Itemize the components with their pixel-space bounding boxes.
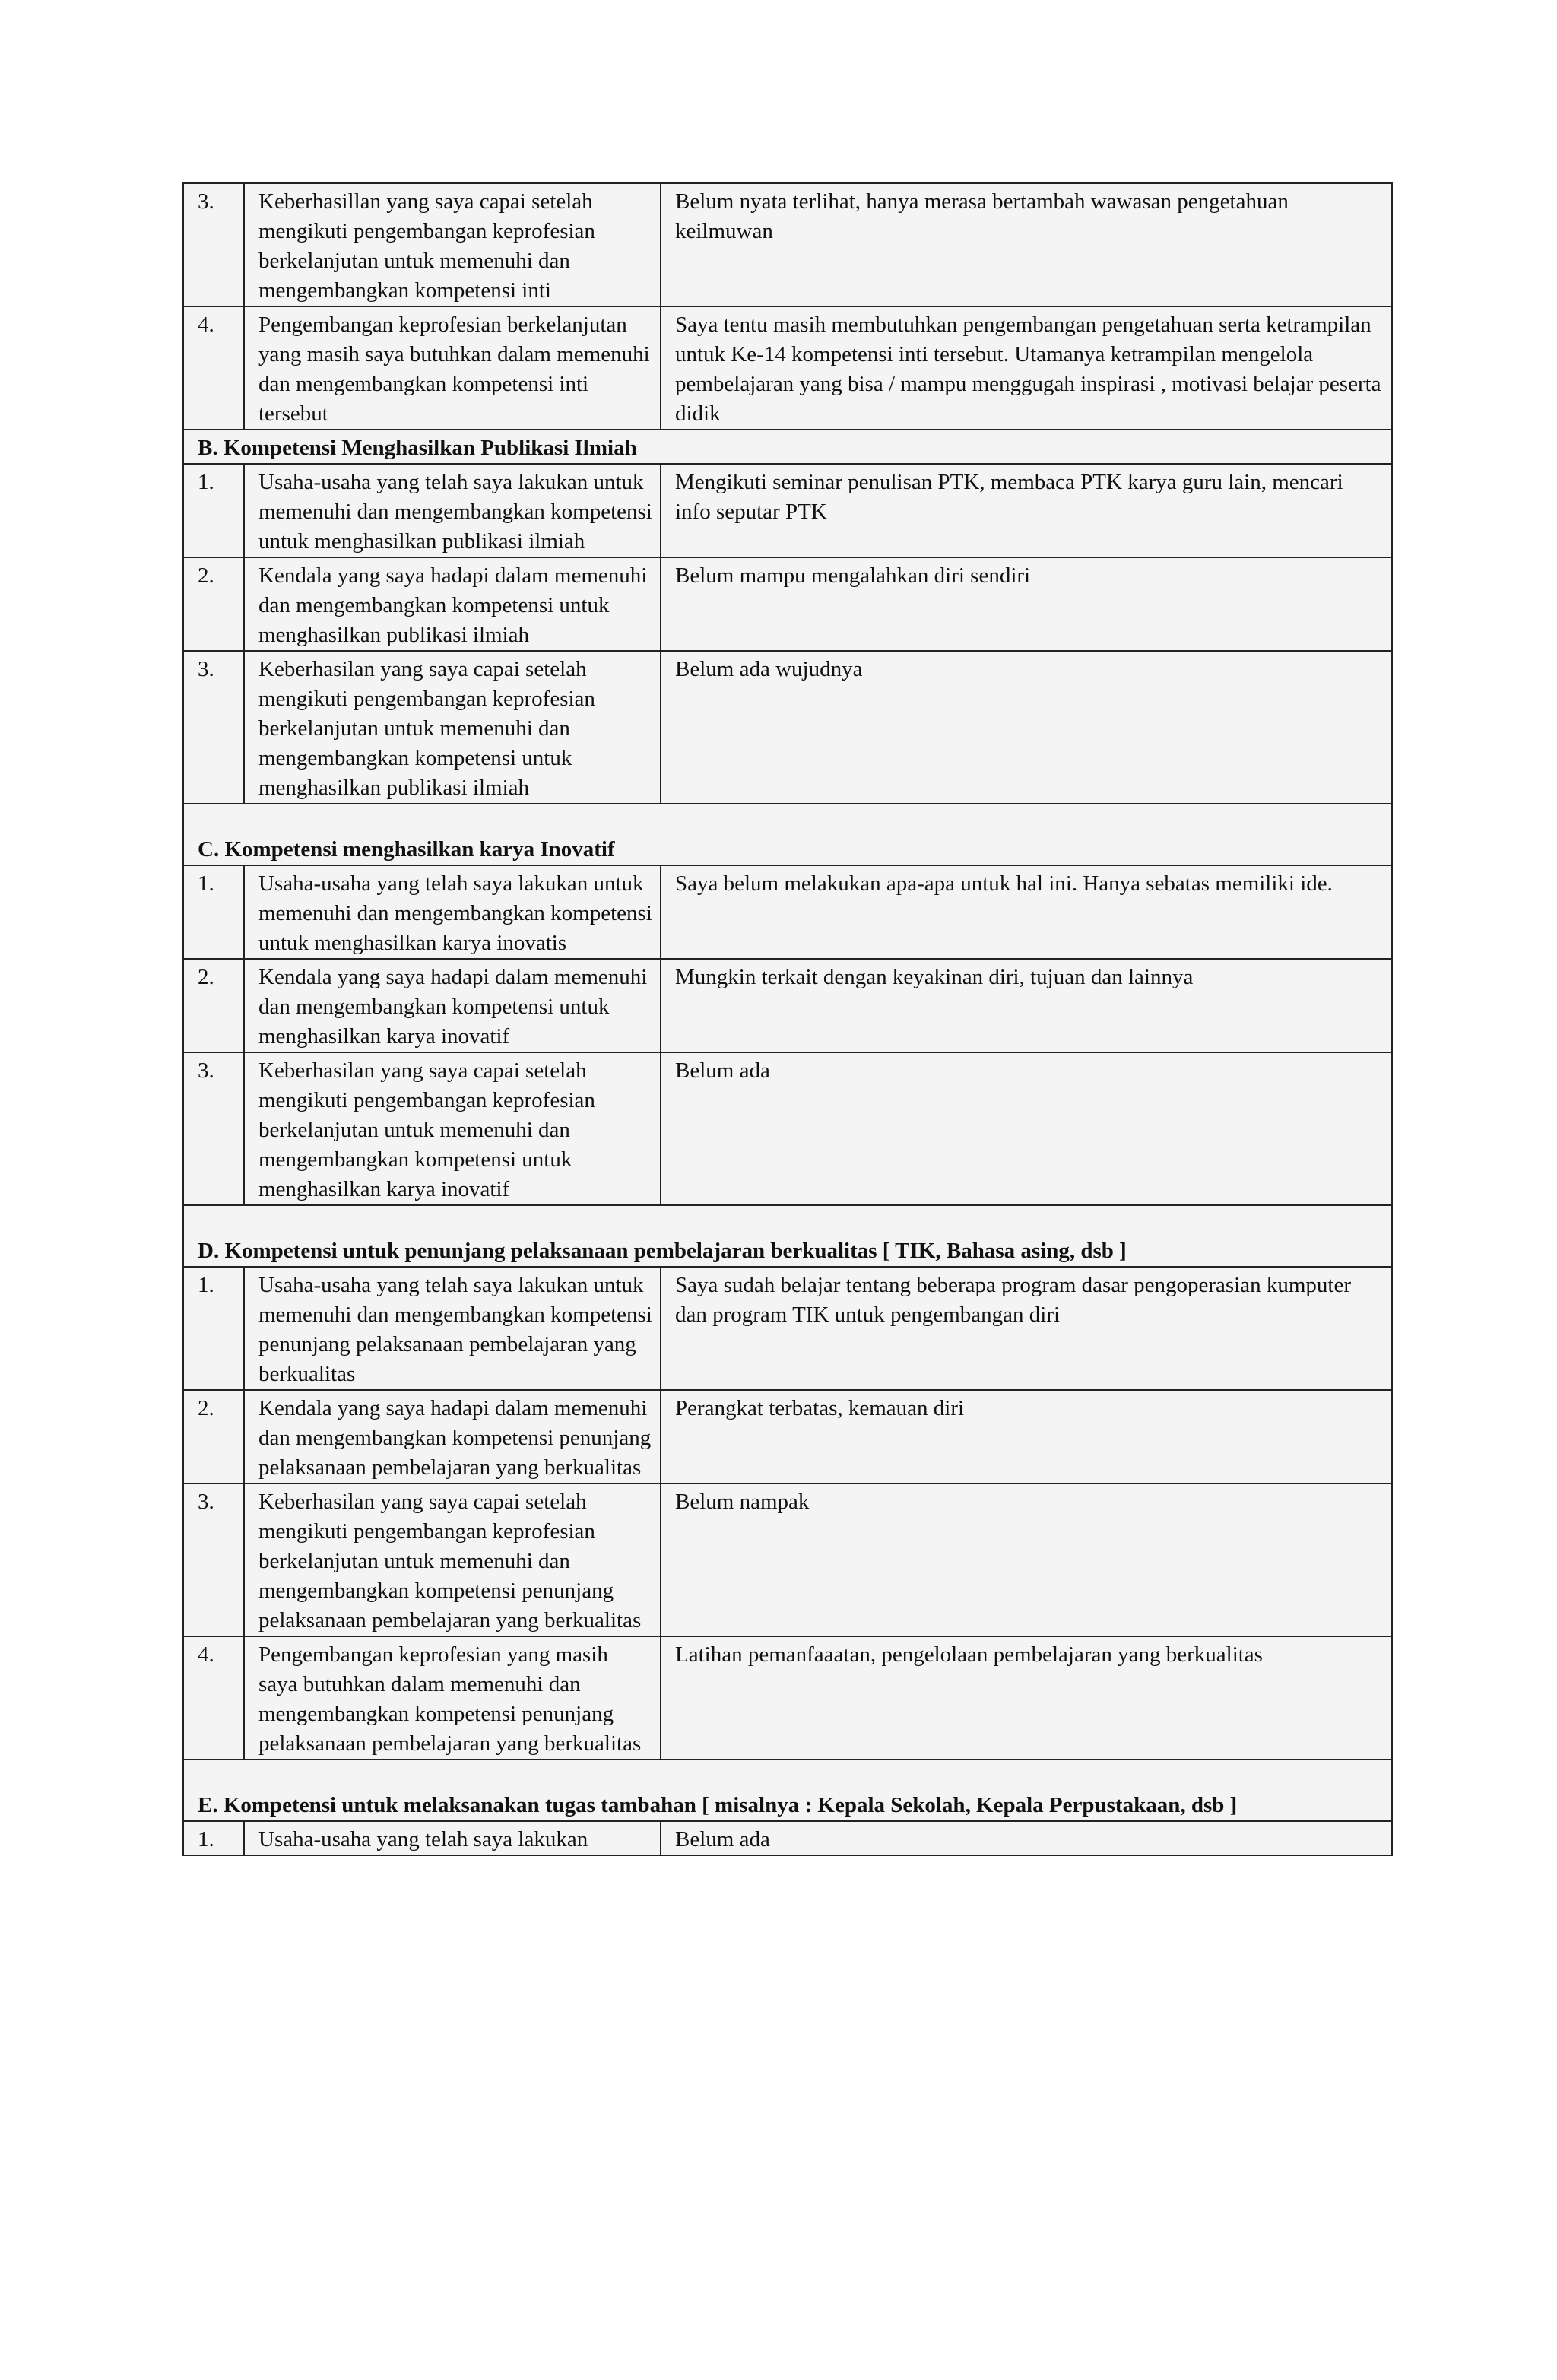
section-header-row <box>183 1760 1392 1821</box>
table-row <box>183 1267 1392 1390</box>
question-cell: Keberhasilan yang saya capai setelah mengikuti pengembangan keprofesian berkelanjutan untuk memenuhi dan mengembangkan kompetensi untuk menghasilkan publikasi ilmiah <box>244 651 661 804</box>
table-row <box>183 306 1392 430</box>
table-row <box>183 651 1392 804</box>
table-row <box>183 1821 1392 1855</box>
section-header-row <box>183 804 1392 865</box>
section-header-row <box>183 1205 1392 1267</box>
row-number: 3. <box>183 183 244 306</box>
question-cell: Pengembangan keprofesian berkelanjutan yang masih saya butuhkan dalam memenuhi dan mengembangkan kompetensi inti tersebut <box>244 306 661 430</box>
table-row <box>183 1636 1392 1760</box>
answer-cell: Belum ada wujudnya <box>661 651 1392 804</box>
row-number: 2. <box>183 557 244 651</box>
row-number: 1. <box>183 1267 244 1390</box>
table-row <box>183 1390 1392 1484</box>
answer-cell: Saya tentu masih membutuhkan pengembangan pengetahuan serta ketrampilan untuk Ke-14 kompetensi inti tersebut. Utamanya ketrampilan mengelola pembelajaran yang bisa / mampu menggugah inspirasi , motivasi belajar peserta didik <box>661 306 1392 430</box>
answer-cell: Saya sudah belajar tentang beberapa program dasar pengoperasian kumputer dan program TIK untuk pengembangan diri <box>661 1267 1392 1390</box>
section-header-row <box>183 430 1392 464</box>
question-cell: Usaha-usaha yang telah saya lakukan <box>244 1821 661 1855</box>
answer-cell: Mengikuti seminar penulisan PTK, membaca PTK karya guru lain, mencari info seputar PTK <box>661 464 1392 557</box>
section-title: B. Kompetensi Menghasilkan Publikasi Ilmiah <box>183 430 1392 464</box>
row-number: 3. <box>183 1052 244 1205</box>
row-number: 3. <box>183 1484 244 1636</box>
competency-table-body <box>183 183 1392 1855</box>
answer-cell: Saya belum melakukan apa-apa untuk hal ini. Hanya sebatas memiliki ide. <box>661 865 1392 959</box>
answer-cell: Latihan pemanfaaatan, pengelolaan pembelajaran yang berkualitas <box>661 1636 1392 1760</box>
table-row <box>183 183 1392 306</box>
answer-cell: Mungkin terkait dengan keyakinan diri, tujuan dan lainnya <box>661 959 1392 1052</box>
row-number: 3. <box>183 651 244 804</box>
question-cell: Kendala yang saya hadapi dalam memenuhi dan mengembangkan kompetensi untuk menghasilkan karya inovatif <box>244 959 661 1052</box>
table-row <box>183 959 1392 1052</box>
question-cell: Pengembangan keprofesian yang masih saya butuhkan dalam memenuhi dan mengembangkan kompetensi penunjang pelaksanaan pembelajaran yang berkualitas <box>244 1636 661 1760</box>
question-cell: Keberhasilan yang saya capai setelah mengikuti pengembangan keprofesian berkelanjutan untuk memenuhi dan mengembangkan kompetensi untuk menghasilkan karya inovatif <box>244 1052 661 1205</box>
table-row <box>183 1052 1392 1205</box>
table-row <box>183 557 1392 651</box>
row-number: 2. <box>183 1390 244 1484</box>
row-number: 2. <box>183 959 244 1052</box>
row-number: 1. <box>183 865 244 959</box>
table-row <box>183 464 1392 557</box>
answer-cell: Belum nyata terlihat, hanya merasa bertambah wawasan pengetahuan keilmuwan <box>661 183 1392 306</box>
answer-cell: Perangkat terbatas, kemauan diri <box>661 1390 1392 1484</box>
answer-cell: Belum ada <box>661 1052 1392 1205</box>
section-title: E. Kompetensi untuk melaksanakan tugas tambahan [ misalnya : Kepala Sekolah, Kepala Perpustakaan, dsb ] <box>183 1760 1392 1821</box>
question-cell: Usaha-usaha yang telah saya lakukan untuk memenuhi dan mengembangkan kompetensi untuk menghasilkan publikasi ilmiah <box>244 464 661 557</box>
table-row <box>183 865 1392 959</box>
answer-cell: Belum ada <box>661 1821 1392 1855</box>
question-cell: Kendala yang saya hadapi dalam memenuhi dan mengembangkan kompetensi untuk menghasilkan publikasi ilmiah <box>244 557 661 651</box>
row-number: 4. <box>183 306 244 430</box>
answer-cell: Belum mampu mengalahkan diri sendiri <box>661 557 1392 651</box>
row-number: 4. <box>183 1636 244 1760</box>
question-cell: Kendala yang saya hadapi dalam memenuhi dan mengembangkan kompetensi penunjang pelaksanaan pembelajaran yang berkualitas <box>244 1390 661 1484</box>
section-title: D. Kompetensi untuk penunjang pelaksanaan pembelajaran berkualitas [ TIK, Bahasa asing, dsb ] <box>183 1205 1392 1267</box>
question-cell: Keberhasillan yang saya capai setelah mengikuti pengembangan keprofesian berkelanjutan untuk memenuhi dan mengembangkan kompetensi inti <box>244 183 661 306</box>
question-cell: Keberhasilan yang saya capai setelah mengikuti pengembangan keprofesian berkelanjutan untuk memenuhi dan mengembangkan kompetensi penunjang pelaksanaan pembelajaran yang berkualitas <box>244 1484 661 1636</box>
question-cell: Usaha-usaha yang telah saya lakukan untuk memenuhi dan mengembangkan kompetensi penunjang pelaksanaan pembelajaran yang berkualitas <box>244 1267 661 1390</box>
row-number: 1. <box>183 464 244 557</box>
section-title: C. Kompetensi menghasilkan karya Inovatif <box>183 804 1392 865</box>
question-cell: Usaha-usaha yang telah saya lakukan untuk memenuhi dan mengembangkan kompetensi untuk menghasilkan karya inovatis <box>244 865 661 959</box>
row-number: 1. <box>183 1821 244 1855</box>
table-row <box>183 1484 1392 1636</box>
answer-cell: Belum nampak <box>661 1484 1392 1636</box>
competency-table <box>182 182 1393 1856</box>
